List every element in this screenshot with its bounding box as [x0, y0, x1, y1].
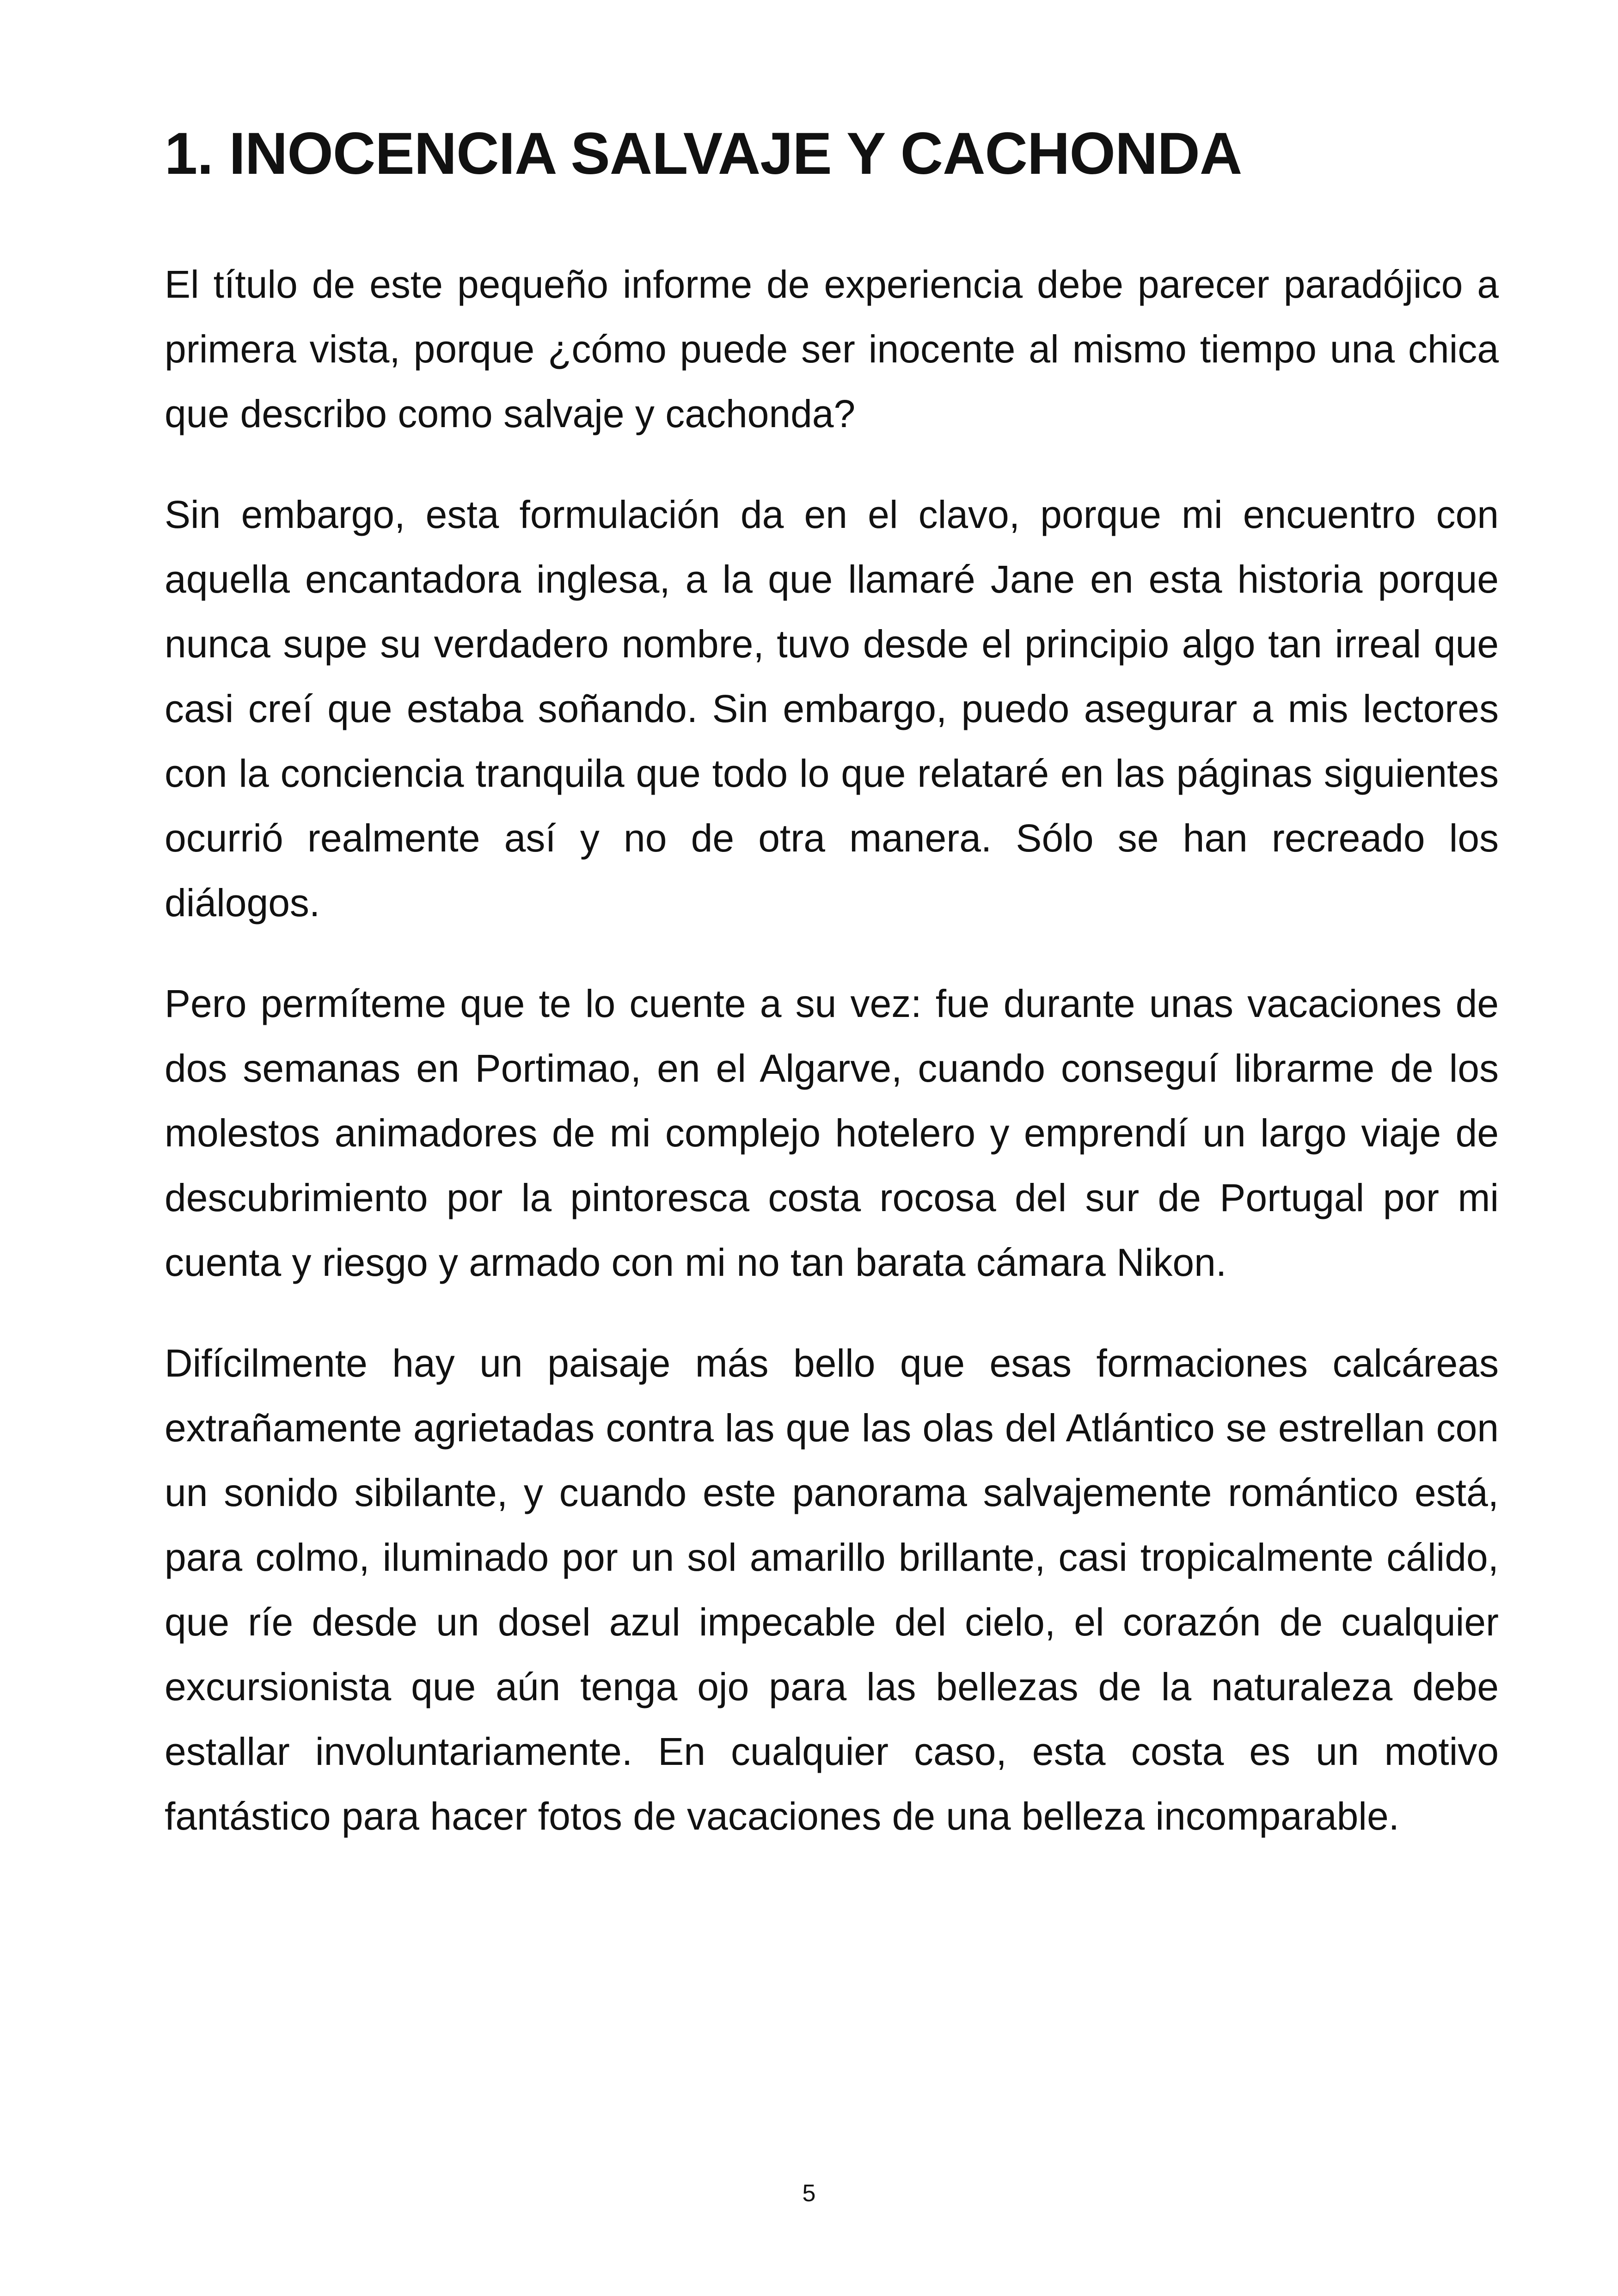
paragraph-4: Difícilmente hay un paisaje más bello que esas formaciones calcáreas extrañamente agrietadas contra las que las olas del Atlántico se estrellan con un sonido sibilante, y cuando este panorama salvajemente romántico está, para colmo, iluminado por un sol amarillo brillante, casi tropicalmente cálido, que ríe desde un dosel azul impecable del cielo, el corazón de cualquier excursionista que aún tenga ojo para las bellezas de la naturaleza debe estallar involuntariamente. En cualquier caso, esta costa es un motivo fantástico para hacer fotos de vacaciones de una belleza incomparable. — [165, 1341, 1499, 1838]
chapter-title: 1. INOCENCIA SALVAJE Y CACHONDA — [165, 121, 1242, 187]
paragraph-2: Sin embargo, esta formulación da en el clavo, porque mi encuentro con aquella encantadora inglesa, a la que llamaré Jane en esta historia porque nunca supe su verdadero nombre, tuvo desde el principio algo tan irreal que casi creí que estaba soñando. Sin embargo, puedo asegurar a mis lectores con la conciencia tranquila que todo lo que relataré en las páginas siguientes ocurrió realmente así y no de otra manera. Sólo se han recreado los diálogos. — [165, 493, 1499, 925]
page-number: 5 — [802, 2180, 816, 2207]
paragraph-3: Pero permíteme que te lo cuente a su vez: fue durante unas vacaciones de dos semanas en Portimao, en el Algarve, cuando conseguí librarme de los molestos animadores de mi complejo hotelero y emprendí un largo viaje de descubrimiento por la pintoresca costa rocosa del sur de Portugal por mi cuenta y riesgo y armado con mi no tan barata cámara Nikon. — [165, 982, 1499, 1284]
paragraph-1: El título de este pequeño informe de experiencia debe parecer paradójico a primera vista, porque ¿cómo puede ser inocente al mismo tiempo una chica que describo como salvaje y cachonda? — [165, 263, 1499, 435]
page-content — [165, 116, 1499, 1885]
